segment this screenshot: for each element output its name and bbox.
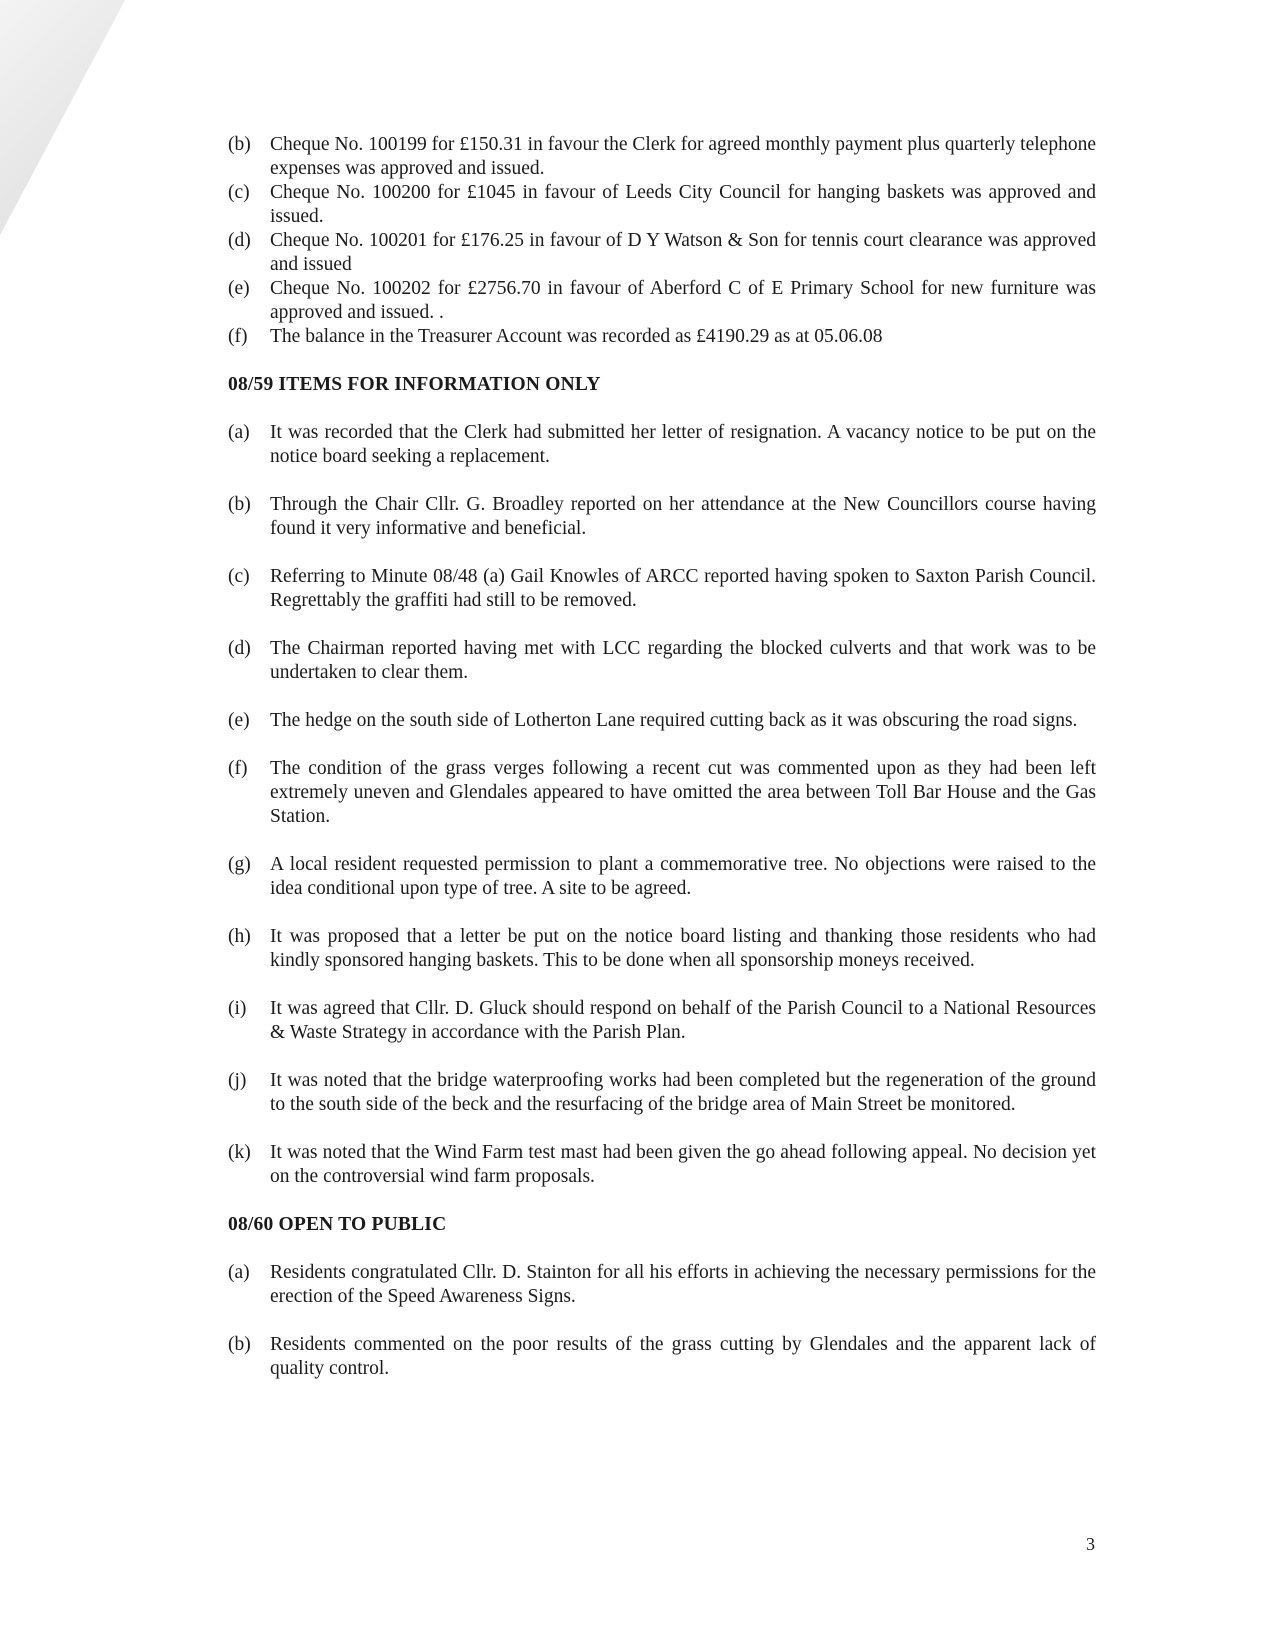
item-text: Through the Chair Cllr. G. Broadley reported on her attendance at the New Councillors course having found it very informative and beneficial. bbox=[270, 494, 1096, 539]
item-text: Cheque No. 100200 for £1045 in favour of Leeds City Council for hanging baskets was approved and issued. bbox=[270, 182, 1096, 227]
item-label: (a) bbox=[228, 422, 250, 443]
item-label: (i) bbox=[228, 998, 247, 1019]
list-item bbox=[228, 757, 1096, 829]
item-label: (b) bbox=[228, 134, 251, 155]
item-label: (c) bbox=[228, 182, 250, 203]
list-item bbox=[228, 853, 1096, 901]
list-item bbox=[228, 325, 1096, 349]
item-label: (h) bbox=[228, 926, 251, 947]
item-text: It was noted that the Wind Farm test mast had been given the go ahead following appeal. No decision yet on the controversial wind farm proposals. bbox=[270, 1142, 1096, 1187]
item-text: The hedge on the south side of Lotherton Lane required cutting back as it was obscuring the road signs. bbox=[270, 710, 1078, 731]
item-label: (d) bbox=[228, 638, 251, 659]
list-item bbox=[228, 709, 1096, 733]
item-label: (e) bbox=[228, 710, 250, 731]
list-item bbox=[228, 1069, 1096, 1117]
item-label: (e) bbox=[228, 278, 250, 299]
list-item bbox=[228, 229, 1096, 277]
item-label: (a) bbox=[228, 1262, 250, 1283]
item-label: (j) bbox=[228, 1070, 247, 1091]
item-label: (c) bbox=[228, 566, 250, 587]
info-list bbox=[228, 421, 1096, 1189]
item-text: A local resident requested permission to plant a commemorative tree. No objections were raised to the idea conditional upon type of tree. A site to be agreed. bbox=[270, 854, 1096, 899]
item-label: (b) bbox=[228, 1334, 251, 1355]
page-number: 3 bbox=[1086, 1534, 1095, 1554]
list-item bbox=[228, 637, 1096, 685]
item-text: The Chairman reported having met with LCC regarding the blocked culverts and that work was to be undertaken to clear them. bbox=[270, 638, 1096, 683]
item-text: Cheque No. 100199 for £150.31 in favour the Clerk for agreed monthly payment plus quarterly telephone expenses was approved and issued. bbox=[270, 134, 1096, 179]
section-heading-public: 08/60 OPEN TO PUBLIC bbox=[228, 1214, 447, 1235]
section-heading-info: 08/59 ITEMS FOR INFORMATION ONLY bbox=[228, 374, 601, 395]
item-text: It was noted that the bridge waterproofing works had been completed but the regeneration of the ground to the south side of the beck and the resurfacing of the bridge area of Main Street be monitored. bbox=[270, 1070, 1096, 1115]
item-label: (f) bbox=[228, 758, 248, 779]
item-text: Residents commented on the poor results of the grass cutting by Glendales and the apparent lack of quality control. bbox=[270, 1334, 1096, 1379]
item-label: (b) bbox=[228, 494, 251, 515]
item-label: (d) bbox=[228, 230, 251, 251]
list-item bbox=[228, 133, 1096, 181]
list-item bbox=[228, 493, 1096, 541]
list-item bbox=[228, 1141, 1096, 1189]
list-item bbox=[228, 1333, 1096, 1381]
list-item bbox=[228, 277, 1096, 325]
item-text: Residents congratulated Cllr. D. Stainton for all his efforts in achieving the necessary permissions for the erection of the Speed Awareness Signs. bbox=[270, 1262, 1096, 1307]
list-item bbox=[228, 565, 1096, 613]
item-text: The balance in the Treasurer Account was recorded as £4190.29 as at 05.06.08 bbox=[270, 326, 883, 347]
list-item bbox=[228, 181, 1096, 229]
list-item bbox=[228, 421, 1096, 469]
list-item bbox=[228, 997, 1096, 1045]
item-text: It was agreed that Cllr. D. Gluck should respond on behalf of the Parish Council to a National Resources & Waste Strategy in accordance with the Parish Plan. bbox=[270, 998, 1096, 1043]
item-text: It was recorded that the Clerk had submitted her letter of resignation. A vacancy notice to be put on the notice board seeking a replacement. bbox=[270, 422, 1096, 467]
item-text: Cheque No. 100202 for £2756.70 in favour of Aberford C of E Primary School for new furniture was approved and issued. . bbox=[270, 278, 1096, 323]
item-label: (k) bbox=[228, 1142, 251, 1163]
item-text: The condition of the grass verges following a recent cut was commented upon as they had been left extremely uneven and Glendales appeared to have omitted the area between Toll Bar House and the Gas Station. bbox=[270, 758, 1096, 827]
item-text: Referring to Minute 08/48 (a) Gail Knowles of ARCC reported having spoken to Saxton Parish Council. Regrettably the graffiti had still to be removed. bbox=[270, 566, 1096, 611]
list-item bbox=[228, 925, 1096, 973]
minutes-content bbox=[228, 133, 1096, 1381]
item-text: Cheque No. 100201 for £176.25 in favour of D Y Watson & Son for tennis court clearance was approved and issued bbox=[270, 230, 1096, 275]
item-label: (g) bbox=[228, 854, 251, 875]
list-item bbox=[228, 1261, 1096, 1309]
item-label: (f) bbox=[228, 326, 248, 347]
finance-list bbox=[228, 133, 1096, 349]
item-text: It was proposed that a letter be put on the notice board listing and thanking those residents who had kindly sponsored hanging baskets. This to be done when all sponsorship moneys received. bbox=[270, 926, 1096, 971]
public-list bbox=[228, 1261, 1096, 1381]
